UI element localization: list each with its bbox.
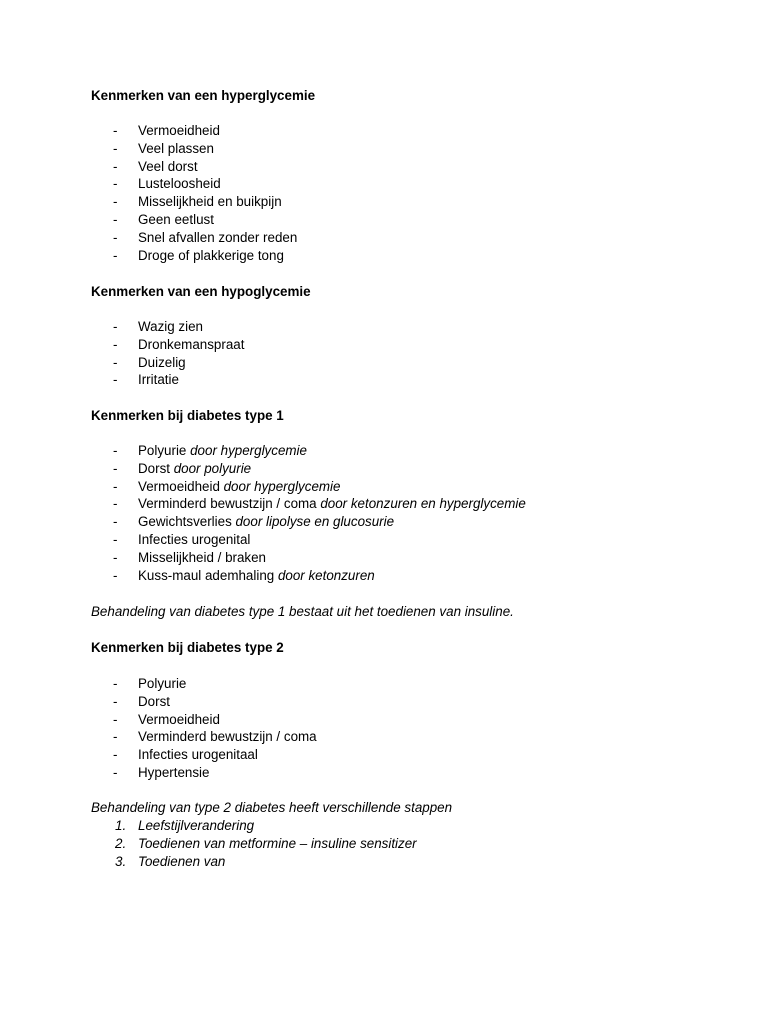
dash-bullet: - — [113, 514, 118, 530]
dash-bullet: - — [113, 354, 118, 370]
dash-bullet: - — [113, 496, 118, 512]
dash-bullet: - — [113, 531, 118, 547]
dash-bullet: - — [113, 549, 118, 565]
treatment-type-1: Behandeling van diabetes type 1 bestaat uit het toedienen van insuline. — [91, 604, 514, 619]
dash-bullet: - — [113, 729, 118, 745]
dash-bullet: - — [113, 460, 118, 476]
dash-bullet: - — [113, 693, 118, 709]
treatment-type-2: Behandeling van type 2 diabetes heeft verschillende stappen — [91, 800, 453, 815]
heading-diabetes-type-1: Kenmerken bij diabetes type 1 — [91, 408, 284, 423]
dash-bullet: - — [113, 123, 118, 138]
dash-bullet: - — [113, 247, 118, 263]
dash-bullet: - — [113, 319, 118, 334]
dash-bullet: - — [113, 711, 118, 727]
heading-diabetes-type-2: Kenmerken bij diabetes type 2 — [91, 640, 284, 655]
dash-bullet: - — [113, 211, 118, 227]
dash-bullet: - — [113, 372, 118, 388]
dash-bullet: - — [113, 764, 118, 780]
dash-bullet: - — [113, 229, 118, 245]
dash-bullet: - — [113, 140, 118, 156]
dash-bullet: - — [113, 158, 118, 174]
dash-bullet: - — [113, 194, 118, 210]
heading-hyperglycemie: Kenmerken van een hyperglycemie — [91, 88, 316, 103]
dash-bullet: - — [113, 443, 118, 458]
dash-bullet: - — [113, 176, 118, 192]
document-page: Kenmerken van een hyperglycemie - Vermoeidheid - Veel plassen - Veel dorst - Lusteloosheid - Misselijkheid en buikpijn - Geen eetlust - Snel afvallen zonder reden - Droge of plakkerige tong Kenmerken van een hypoglycemie - Wazig zien - Dronkemanspraat - Duizelig - Irritatie Kenmerken bij diabetes type 1 - Polyurie door hyperglycemie - Dorst door polyurie - Vermoeidheid door hyperglycemie - Verminderd bewustzijn / coma door ketonzuren en hyperglycemie - Gewichtsverlies door lipolyse en glucosurie - Infecties urogenital - Misselijkheid / braken - Kuss-maul ademhaling door ketonzuren Behandeling van diabetes type 1 bestaat uit het toedienen van insuline. Kenmerken bij diabetes type 2 - Polyurie - Dorst - Vermoeidheid - Verminderd bewustzijn / coma - Infecties urogenitaal - Hypertensie Behandeling van type 2 diabetes heeft verschillende stappen 1. Leefstijlverandering 2. Toedienen van metformine – insuline sensitizer 3. Toedienen van — [91, 88, 526, 869]
dash-bullet: - — [113, 676, 118, 691]
dash-bullet: - — [113, 567, 118, 583]
dash-bullet: - — [113, 336, 118, 352]
dash-bullet: - — [113, 478, 118, 494]
heading-hypoglycemie: Kenmerken van een hypoglycemie — [91, 284, 311, 299]
dash-bullet: - — [113, 747, 118, 763]
